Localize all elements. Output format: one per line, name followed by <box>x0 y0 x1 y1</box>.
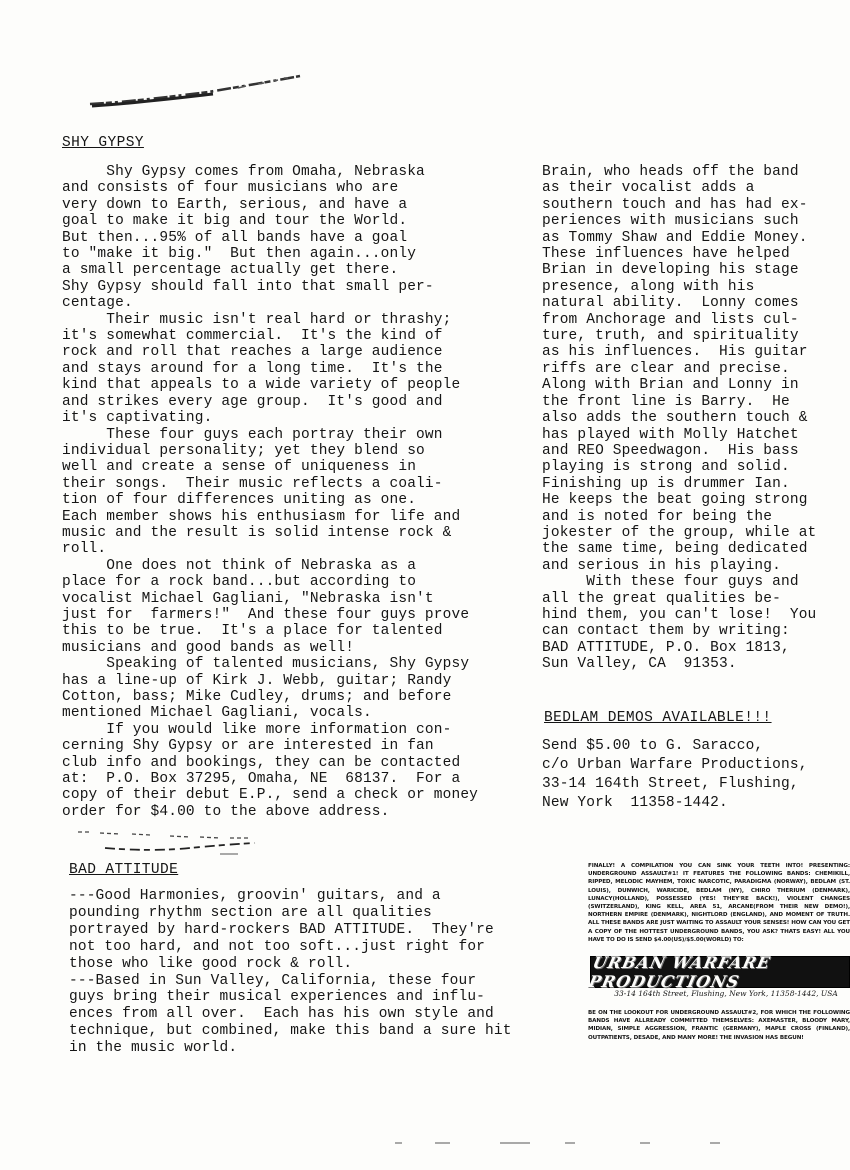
text-line: to "make it big." But then again...only <box>62 246 417 263</box>
text-line: He keeps the beat going strong <box>542 492 808 509</box>
text-line: Speaking of talented musicians, Shy Gypsy <box>62 656 470 673</box>
text-line: vocalist Michael Gagliani, "Nebraska isn't <box>62 590 434 607</box>
shy-gypsy-column-2 <box>542 164 848 673</box>
text-line: it's somewhat commercial. It's the kind of <box>62 328 443 345</box>
article-heading-bad-attitude: BAD ATTITUDE <box>69 862 179 878</box>
text-line: These influences have helped <box>542 246 790 263</box>
text-line: BAD ATTITUDE, P.O. Box 1813, <box>542 639 790 656</box>
text-line: and strikes every age group. It's good and <box>62 393 443 410</box>
text-line: also adds the southern touch & <box>542 410 808 427</box>
text-line: has played with Molly Hatchet <box>542 426 799 443</box>
text-line: their songs. Their music reflects a coali- <box>62 475 443 492</box>
text-line: as his influences. His guitar <box>542 344 808 361</box>
text-line: portrayed by hard-rockers BAD ATTITUDE. They're <box>69 921 494 938</box>
text-line: Their music isn't real hard or thrashy; <box>62 311 452 328</box>
text-line: and is noted for being the <box>542 508 773 525</box>
text-line: Each member shows his enthusiasm for life and <box>62 508 461 525</box>
text-line: place for a rock band...but according to <box>62 574 417 591</box>
text-line: pounding rhythm section are all qualities <box>69 904 432 921</box>
bad-attitude-text <box>69 888 584 1057</box>
text-line: and serious in his playing. <box>542 557 781 574</box>
text-line: from Anchorage and lists cul- <box>542 311 799 328</box>
text-line: rock and roll that reaches a large audience <box>62 344 443 361</box>
text-line: all the great qualities be- <box>542 590 781 607</box>
text-line: roll. <box>62 541 107 558</box>
text-line: presence, along with his <box>542 278 755 295</box>
text-line: With these four guys and <box>542 574 799 591</box>
text-line: and consists of four musicians who are <box>62 180 399 197</box>
logo-address: 33-14 164th Street, Flushing, New York, 11358-1442, USA <box>614 989 838 998</box>
text-line: well and create a sense of uniqueness in <box>62 459 417 476</box>
text-line: One does not think of Nebraska as a <box>62 557 417 574</box>
text-line: Brain, who heads off the band <box>542 164 799 180</box>
scan-smudge-middle <box>70 826 290 858</box>
text-line: at: P.O. Box 37295, Omaha, NE 68137. For a <box>62 771 461 788</box>
text-line: those who like good rock & roll. <box>69 955 353 972</box>
text-line: ences from all over. Each has his own style and <box>69 1006 494 1023</box>
text-line: ---Good Harmonies, groovin' guitars, and a <box>69 888 441 904</box>
text-line: as Tommy Shaw and Eddie Money. <box>542 229 808 246</box>
text-line: not too hard, and not too soft...just right for <box>69 938 486 955</box>
text-line: order for $4.00 to the above address. <box>62 803 390 820</box>
text-line: But then...95% of all bands have a goal <box>62 229 408 246</box>
text-line: technique, but combined, make this band a sure hit <box>69 1023 512 1040</box>
text-line: New York 11358-1442. <box>542 795 728 811</box>
text-line: copy of their debut E.P., send a check or money <box>62 787 479 804</box>
text-line: tion of four differences uniting as one. <box>62 492 417 509</box>
text-line: cerning Shy Gypsy or are interested in fan <box>62 738 434 755</box>
compilation-ad-text: FINALLY! A COMPILATION YOU CAN SINK YOUR TEETH INTO! PRESENTING: UNDERGROUND ASSAULT#1! IT FEATURES THE FOLLOWING BANDS: CHEMIKILL, RIPPED, MELODIC MAYHEM, TOXIC NARCOTIC, PARADIGMA (NORWAY), BEDLAM (ST. LOUIS), DUNWICH, WARICIDE, BEDLAM (NY), CHIRO THERIUM (DENMARK), LUNACY(HOLLAND), POSSESSED (YES! THEY'RE BACK!), VIOLENT CHANGES (SWITZERLAND), KING KELL, AREA 51, ARCANE(FROM THEIR NEW DEMO!), NORTHERN EMPIRE (DENMARK), NIGHTLORD (ENGLAND), AND MOMENT OF TRUTH. ALL THESE BANDS ARE JUST WAITING TO ASSAULT YOUR SENSES! HOW CAN YOU GET A COPY OF THE HOTTEST UNDERGROUND BANDS, YOU ASK? THATS EASY! ALL YOU HAVE TO DO IS SEND $4.00(US)/$5.00(WORLD) TO: <box>588 863 850 943</box>
text-line: jokester of the group, while at <box>542 524 817 541</box>
text-line: a small percentage actually get there. <box>62 262 399 279</box>
text-line: guys bring their musical experiences and influ- <box>69 989 486 1006</box>
text-line: natural ability. Lonny comes <box>542 295 799 312</box>
text-line: kind that appeals to a wide variety of people <box>62 377 461 394</box>
text-line: can contact them by writing: <box>542 623 790 640</box>
text-line: as their vocalist adds a <box>542 180 755 197</box>
logo-text: URBAN WARFARE PRODUCTIONS <box>586 953 773 991</box>
text-line: centage. <box>62 295 133 312</box>
scan-specks-bottom <box>380 1138 800 1148</box>
underground-assault-2-text: BE ON THE LOOKOUT FOR UNDERGROUND ASSAULT#2, FOR WHICH THE FOLLOWING BANDS HAVE ALLREADY COMMITTED THEMSELVES: AXEMASTER, BLOODY MARY, MIDIAN, SIMPLE AGGRESSION, FRANTIC (GERMANY), MAPLE CROSS (FINLAND), OUTPATIENTS, DESADE, AND MANY MORE! THE INVASION HAS BEGUN! <box>588 1010 850 1041</box>
text-line: just for farmers!" And these four guys prove <box>62 606 470 623</box>
text-line: riffs are clear and precise. <box>542 360 790 377</box>
text-line: 33-14 164th Street, Flushing, <box>542 776 799 792</box>
text-line: musicians and good bands as well! <box>62 639 355 656</box>
text-line: club info and bookings, they can be contacted <box>62 754 461 771</box>
text-line: it's captivating. <box>62 410 213 427</box>
text-line: Along with Brian and Lonny in <box>542 377 799 394</box>
text-line: Shy Gypsy comes from Omaha, Nebraska <box>62 164 425 180</box>
text-line: ture, truth, and spirituality <box>542 328 799 345</box>
text-line: goal to make it big and tour the World. <box>62 213 408 230</box>
text-line: music and the result is solid intense rock & <box>62 524 452 541</box>
bedlam-heading: BEDLAM DEMOS AVAILABLE!!! <box>544 710 772 726</box>
text-line: playing is strong and solid. <box>542 459 790 476</box>
text-line: has a line-up of Kirk J. Webb, guitar; Randy <box>62 672 452 689</box>
text-line: c/o Urban Warfare Productions, <box>542 757 808 773</box>
bedlam-text <box>542 737 848 813</box>
text-line: and stays around for a long time. It's the <box>62 360 443 377</box>
text-line: mentioned Michael Gagliani, vocals. <box>62 705 372 722</box>
text-line: Shy Gypsy should fall into that small per- <box>62 278 434 295</box>
article-heading-shy-gypsy: SHY GYPSY <box>62 135 144 151</box>
text-line: hind them, you can't lose! You <box>542 606 817 623</box>
text-line: Finishing up is drummer Ian. <box>542 475 790 492</box>
text-line: Brian in developing his stage <box>542 262 799 279</box>
shy-gypsy-column-1 <box>62 164 542 820</box>
text-line: this to be true. It's a place for talented <box>62 623 443 640</box>
text-line: the front line is Barry. He <box>542 393 790 410</box>
text-line: the same time, being dedicated <box>542 541 808 558</box>
text-line: Send $5.00 to G. Saracco, <box>542 738 764 754</box>
text-line: southern touch and has had ex- <box>542 196 808 213</box>
scan-smudge-top <box>88 72 303 112</box>
text-line: These four guys each portray their own <box>62 426 443 443</box>
text-line: periences with musicians such <box>542 213 799 230</box>
text-line: Sun Valley, CA 91353. <box>542 656 737 673</box>
text-line: Cotton, bass; Mike Cudley, drums; and before <box>62 689 452 705</box>
text-line: individual personality; yet they blend so <box>62 442 425 459</box>
text-line: very down to Earth, serious, and have a <box>62 196 408 213</box>
text-line: If you would like more information con- <box>62 721 452 738</box>
urban-warfare-logo <box>586 953 850 991</box>
text-line: in the music world. <box>69 1040 238 1057</box>
text-line: ---Based in Sun Valley, California, these four <box>69 972 477 989</box>
text-line: and REO Speedwagon. His bass <box>542 442 799 459</box>
